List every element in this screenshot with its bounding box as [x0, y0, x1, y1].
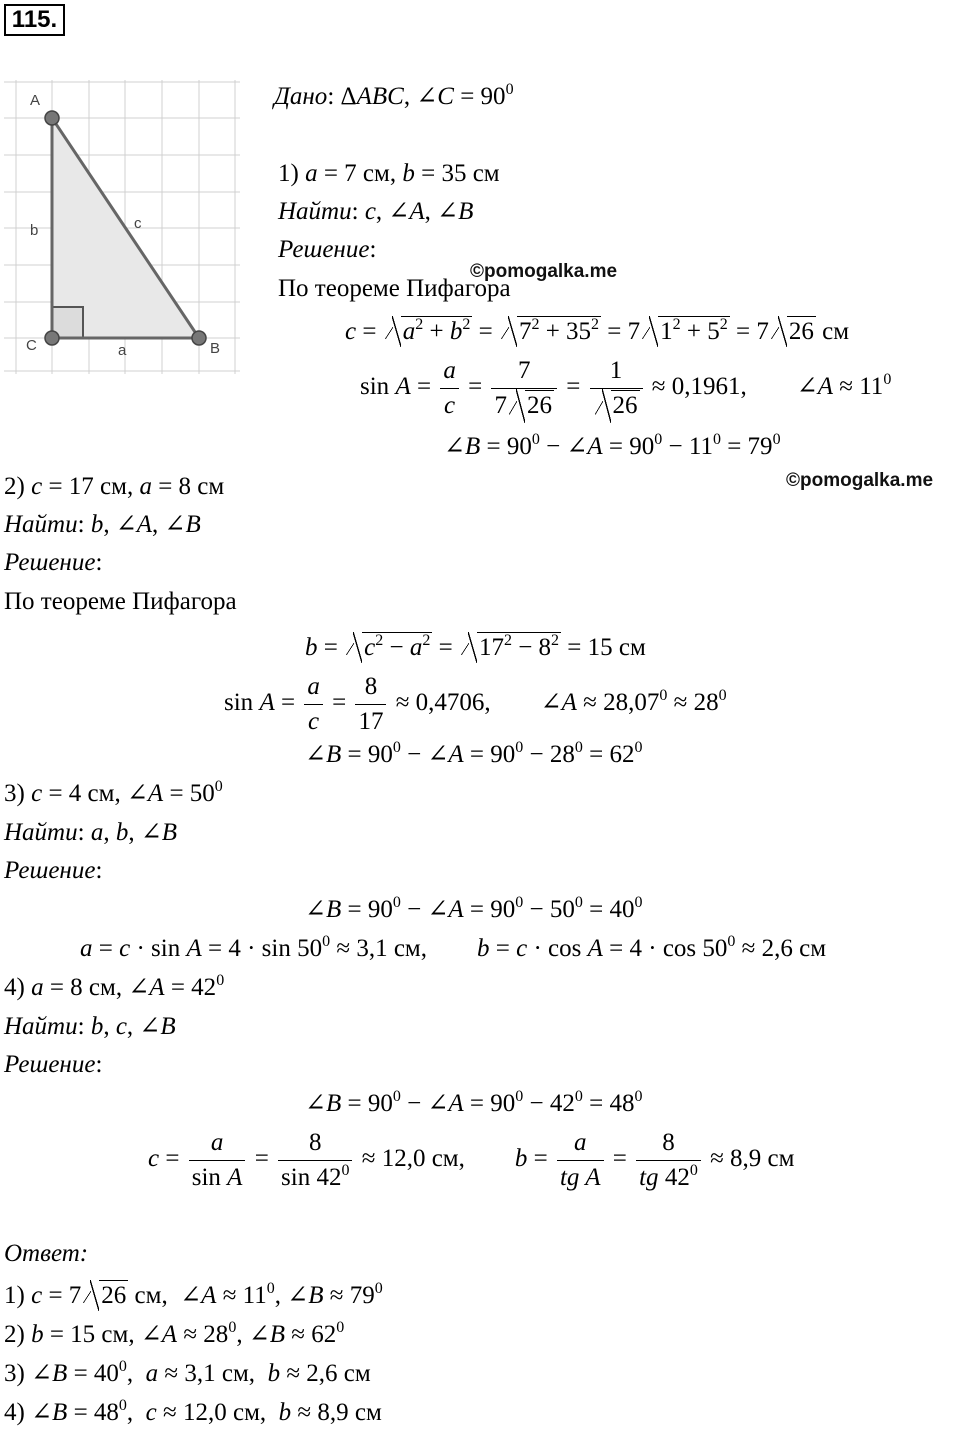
part4-find: Найти: b, c, ∠B: [4, 1013, 176, 1040]
part1-pythagoras: По теореме Пифагора: [278, 275, 511, 302]
part1-given: 1) a = 7 см, b = 35 см: [278, 160, 500, 187]
part1-find: Найти: c, ∠A, ∠B: [278, 198, 474, 225]
triangle-diagram: [4, 80, 240, 374]
part1-eq-b: ∠B = $90^0$ − ∠A = $90^0 - 11^0 = 79^0$: [444, 431, 781, 460]
part2-eq-angle-b: ∠B = $90^0$ − ∠A = $90^0 - 28^0 = 62^0$: [305, 739, 643, 768]
part4-eq-angle-b: ∠B = $90^0$ − ∠A = $90^0 - 42^0 = 48^0$: [305, 1088, 643, 1117]
answer-2: 2) b = 15 см, ∠A ≈ $28^0$, ∠B ≈ $62^0$: [4, 1319, 345, 1348]
part3-eq-sides: $a = c \cdot \sin A = 4 \cdot \sin 50^0 \approx 3,1$ см, $b = c \cdot \cos A = 4 \cdot \cos 50^0 \approx 2,6$ см: [80, 933, 827, 962]
part2-eq-b: $b = c^2 - a^2 = 17^2 - 8^2 = 15$ см: [305, 632, 646, 661]
vertex-b: [192, 331, 206, 345]
part1-solution-label: Решение:: [278, 236, 377, 263]
label-side-a: a: [118, 342, 127, 359]
part4-eq-sides: c = $\frac{a}{\text{sin A}}$ = $\frac{8}{\sin 42^0}$ ≈ 12,0 см, b = $\frac{a}{\text{tg A}}$ = $\frac{8}{tg 42^0}$ ≈ 8,9 см: [148, 1126, 794, 1195]
answer-4: 4) ∠B = $48^0$, c ≈ 12,0 см, b ≈ 8,9 см: [4, 1397, 382, 1426]
label-a: A: [30, 92, 41, 109]
part1-eq-sin: sin A = $\frac{a}{c}$ = $\frac{7}{7 26}$ = $\frac{1}{26}$ ≈ 0,1961, ∠A ≈ $11^0$: [360, 354, 891, 423]
part2-given: 2) c = 17 см, a = 8 см: [4, 473, 225, 500]
part2-eq-sin: sin A = $\frac{a}{c}$ = $\frac{8}{17}$ ≈ 0,4706, ∠A ≈ $28,07^0 \approx 28^0$: [224, 670, 727, 739]
part2-pythagoras: По теореме Пифагора: [4, 588, 237, 615]
vertex-a: [45, 111, 59, 125]
part3-eq-angle-b: ∠B = $90^0$ − ∠A = $90^0 - 50^0 = 40^0$: [305, 894, 643, 923]
part2-find: Найти: b, ∠A, ∠B: [4, 511, 201, 538]
answer-3: 3) ∠B = $40^0$, a ≈ 3,1 см, b ≈ 2,6 см: [4, 1358, 371, 1387]
given-line: Дано: ΔABC, ∠C = $90^0$: [274, 81, 514, 110]
watermark-2: ©pomogalka.me: [786, 470, 934, 491]
answer-label: Ответ:: [4, 1240, 89, 1267]
vertex-c: [45, 331, 59, 345]
label-c-vertex: C: [26, 337, 37, 354]
label-side-b: b: [30, 222, 39, 239]
part4-given: 4) a = 8 см, ∠A = $42^0$: [4, 972, 225, 1001]
part3-solution-label: Решение:: [4, 857, 103, 884]
answer-1: 1) c = 7 26 см, ∠A ≈ $11^0$, ∠B ≈ $79^0$: [4, 1280, 383, 1309]
part1-eq-c: $c = a^2 + b^2 = 7^2 + 35^2 = 7$ $1^2 + 5^2 = 7$ 26 см: [345, 316, 850, 345]
part2-solution-label: Решение:: [4, 549, 103, 576]
part4-solution-label: Решение:: [4, 1051, 103, 1078]
part3-given: 3) c = 4 см, ∠A = $50^0$: [4, 778, 223, 807]
part3-find: Найти: a, b, ∠B: [4, 819, 178, 846]
label-side-c: c: [134, 215, 142, 232]
watermark: ©pomogalka.me: [470, 261, 618, 282]
problem-number: 115.: [4, 4, 65, 36]
label-b-vertex: B: [210, 340, 221, 357]
